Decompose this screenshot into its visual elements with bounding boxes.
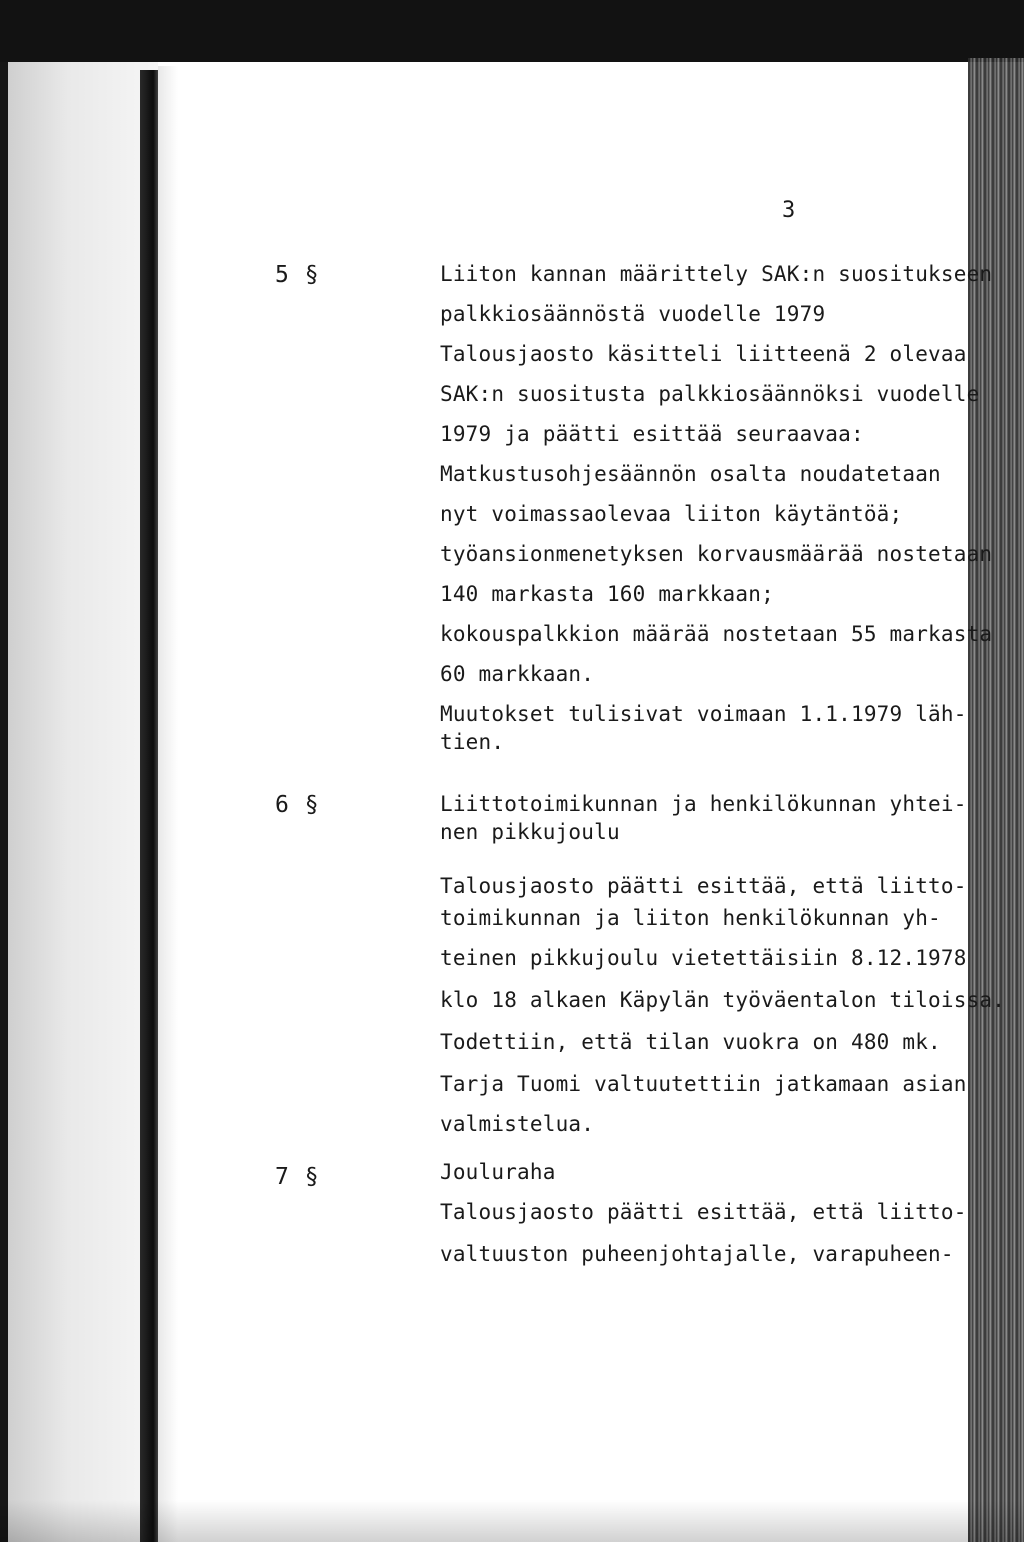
- section-5-text: 1979 ja päätti esittää seuraavaa:: [440, 422, 864, 446]
- section-5-text: Matkustusohjesäännön osalta noudatetaan: [440, 462, 941, 486]
- section-5-text: 140 markasta 160 markkaan;: [440, 582, 774, 606]
- section-mark-5: 5 §: [275, 262, 320, 288]
- section-6-text: toimikunnan ja liiton henkilökunnan yh-: [440, 906, 941, 930]
- section-6-text: klo 18 alkaen Käpylän työväentalon tiloissa.: [440, 988, 1006, 1012]
- section-5-heading: palkkiosäännöstä vuodelle 1979: [440, 302, 826, 326]
- section-5-text: Muutokset tulisivat voimaan 1.1.1979 läh-: [440, 702, 967, 726]
- scan-border-left: [0, 62, 8, 1542]
- section-7-heading: Jouluraha: [440, 1160, 556, 1184]
- previous-page-edge: [8, 62, 158, 1542]
- section-7-text: Talousjaosto päätti esittää, että liitto-: [440, 1200, 967, 1224]
- section-6-text: Talousjaosto päätti esittää, että liitto-: [440, 874, 967, 898]
- section-5-text: 60 markkaan.: [440, 662, 595, 686]
- section-7-text: valtuuston puheenjohtajalle, varapuheen-: [440, 1242, 954, 1266]
- section-5-text: Talousjaosto käsitteli liitteenä 2 olevaa: [440, 342, 967, 366]
- section-5-text: kokouspalkkion määrää nostetaan 55 markasta: [440, 622, 993, 646]
- bottom-shadow: [0, 1500, 1024, 1542]
- section-6-text: Todettiin, että tilan vuokra on 480 mk.: [440, 1030, 941, 1054]
- page-shadow: [158, 66, 178, 1542]
- page-number: 3: [782, 198, 796, 223]
- section-mark-7: 7 §: [275, 1164, 320, 1190]
- section-5-text: työansionmenetyksen korvausmäärää nostetaan: [440, 542, 993, 566]
- section-6-text: teinen pikkujoulu vietettäisiin 8.12.1978: [440, 946, 967, 970]
- section-6-text: valmistelua.: [440, 1112, 595, 1136]
- scan-border-top: [0, 0, 1024, 62]
- section-6-text: Tarja Tuomi valtuutettiin jatkamaan asian: [440, 1072, 967, 1096]
- section-6-heading: nen pikkujoulu: [440, 820, 620, 844]
- section-5-text: nyt voimassaolevaa liiton käytäntöä;: [440, 502, 903, 526]
- section-6-heading: Liittotoimikunnan ja henkilökunnan yhtei-: [440, 792, 967, 816]
- section-5-text: SAK:n suositusta palkkiosäännöksi vuodelle: [440, 382, 980, 406]
- section-5-heading: Liiton kannan määrittely SAK:n suositukseen: [440, 262, 993, 286]
- section-mark-6: 6 §: [275, 792, 320, 818]
- section-5-text: tien.: [440, 730, 505, 754]
